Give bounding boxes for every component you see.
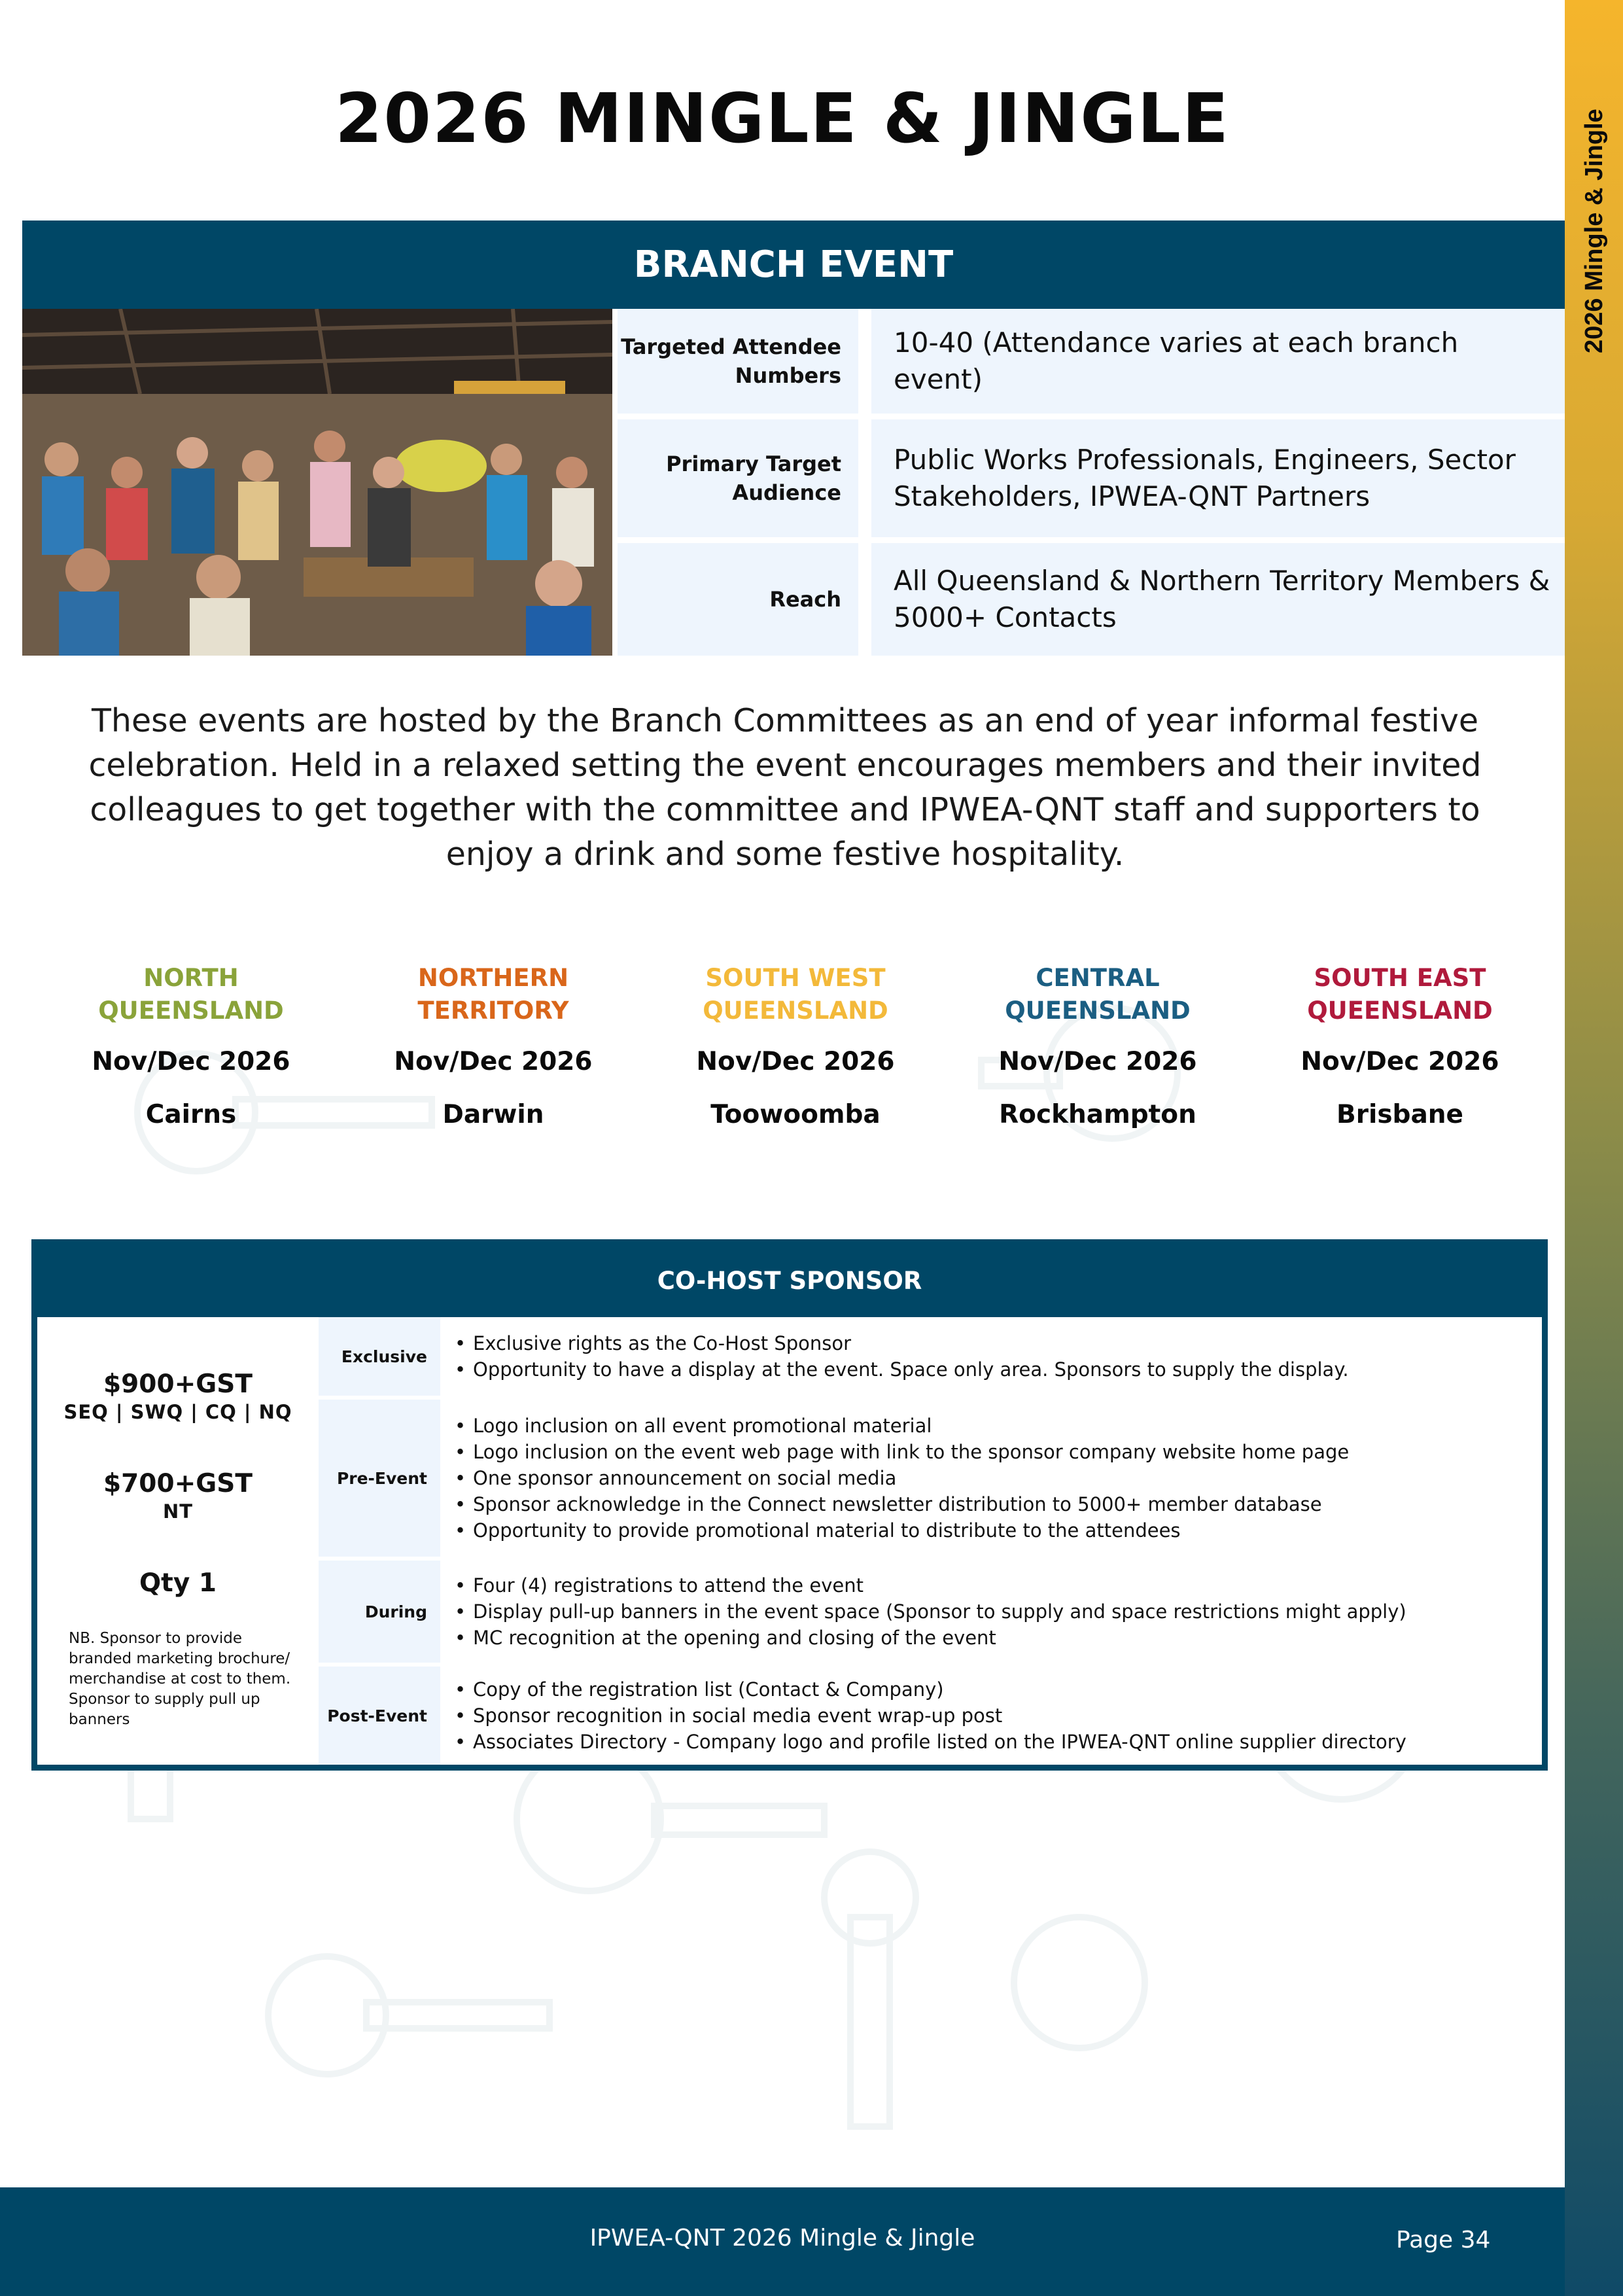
info-label: Reach — [618, 543, 858, 656]
benefit-item: • MC recognition at the opening and closing of the event — [453, 1625, 1535, 1651]
benefit-list — [453, 1561, 1535, 1663]
benefit-item: • Opportunity to provide promotional material to distribute to the attendees — [453, 1517, 1535, 1544]
intro-paragraph: These events are hosted by the Branch Committees as an end of year informal festive celebration. Held in a relaxed setting the event encourages members and their invited colleagues to get together with the committee and IPWEA-QNT staff and supporters to enjoy a drink and some festive hospitality. — [88, 702, 1482, 873]
benefit-label: During — [319, 1561, 440, 1663]
info-row-audience — [612, 419, 1565, 537]
region-south-west-queensland — [652, 962, 939, 1129]
co-host-sponsor-panel — [31, 1239, 1548, 1771]
side-tab — [1565, 0, 1623, 366]
benefit-list — [453, 1667, 1535, 1765]
region-south-east-queensland — [1256, 962, 1544, 1129]
benefit-list — [453, 1400, 1535, 1557]
region-city: Cairns — [145, 1100, 237, 1129]
region-city: Rockhampton — [999, 1100, 1196, 1129]
region-name: SOUTH EAST QUEENSLAND — [1307, 964, 1493, 1025]
region-city: Brisbane — [1336, 1100, 1463, 1129]
region-central-queensland — [954, 962, 1242, 1129]
benefit-item: • One sponsor announcement on social media — [453, 1465, 1535, 1491]
side-tab-label: 2026 Mingle & Jingle — [1580, 109, 1608, 353]
region-date: Nov/Dec 2026 — [92, 1047, 290, 1076]
price-primary-regions: SEQ | SWQ | CQ | NQ — [63, 1401, 292, 1423]
region-north-queensland — [47, 962, 335, 1129]
region-city: Darwin — [442, 1100, 544, 1129]
benefit-item: • Opportunity to have a display at the event. Space only area. Sponsors to supply the display. — [453, 1356, 1535, 1383]
region-name: NORTHERN TERRITORY — [417, 964, 569, 1025]
sponsor-pricing — [37, 1317, 319, 1765]
benefit-item: • Associates Directory - Company logo and profile listed on the IPWEA-QNT online supplier directory — [453, 1729, 1535, 1755]
region-date: Nov/Dec 2026 — [696, 1047, 895, 1076]
region-name: CENTRAL QUEENSLAND — [1005, 964, 1191, 1025]
page-title: 2026 MINGLE & JINGLE — [335, 79, 1230, 158]
benefit-item: • Four (4) registrations to attend the event — [453, 1572, 1535, 1598]
benefit-label: Post-Event — [319, 1667, 440, 1765]
benefit-list — [453, 1317, 1535, 1396]
info-row-attendees — [612, 309, 1565, 414]
event-photo-illustration — [22, 309, 612, 656]
footer-title: IPWEA-QNT 2026 Mingle & Jingle — [589, 2225, 975, 2252]
info-label: Targeted Attendee Numbers — [618, 309, 858, 414]
info-value: 10-40 (Attendance varies at each branch event) — [871, 309, 1565, 414]
region-name: SOUTH WEST QUEENSLAND — [703, 964, 888, 1025]
benefit-item: • Logo inclusion on all event promotional material — [453, 1413, 1535, 1439]
benefit-item: • Sponsor acknowledge in the Connect newsletter distribution to 5000+ member database — [453, 1491, 1535, 1517]
info-value: Public Works Professionals, Engineers, Sector Stakeholders, IPWEA-QNT Partners — [871, 419, 1565, 537]
sponsor-quantity: Qty 1 — [139, 1568, 217, 1598]
benefit-row-exclusive — [319, 1317, 1542, 1396]
benefit-row-pre-event — [319, 1400, 1542, 1557]
benefit-item: • Copy of the registration list (Contact & Company) — [453, 1676, 1535, 1703]
sponsor-header: CO-HOST SPONSOR — [37, 1245, 1542, 1317]
region-northern-territory — [349, 962, 637, 1129]
price-primary: $900+GST — [103, 1369, 253, 1399]
region-date: Nov/Dec 2026 — [1300, 1047, 1499, 1076]
region-city: Toowoomba — [710, 1100, 881, 1129]
benefit-item: • Exclusive rights as the Co-Host Sponsor — [453, 1330, 1535, 1356]
sponsor-note: NB. Sponsor to provide branded marketing brochure/ merchandise at cost to them. Sponsor to supply pull up banners — [69, 1630, 291, 1728]
page-number: Page 34 — [1396, 2227, 1491, 2253]
event-photo — [22, 309, 612, 656]
benefit-item: • Sponsor recognition in social media event wrap-up post — [453, 1703, 1535, 1729]
benefit-label: Pre-Event — [319, 1400, 440, 1557]
benefit-item: • Display pull-up banners in the event space (Sponsor to supply and space restrictions might apply) — [453, 1598, 1535, 1625]
benefit-row-post-event — [319, 1667, 1542, 1765]
section-header: BRANCH EVENT — [22, 221, 1565, 309]
region-date: Nov/Dec 2026 — [998, 1047, 1197, 1076]
benefit-item: • Logo inclusion on the event web page with link to the sponsor company website home page — [453, 1439, 1535, 1465]
benefit-row-during — [319, 1561, 1542, 1663]
price-secondary: $700+GST — [103, 1469, 253, 1498]
info-value: All Queensland & Northern Territory Members & 5000+ Contacts — [871, 543, 1565, 656]
price-secondary-regions: NT — [162, 1500, 194, 1523]
region-date: Nov/Dec 2026 — [394, 1047, 593, 1076]
info-row-reach — [612, 543, 1565, 656]
benefit-label: Exclusive — [319, 1317, 440, 1396]
region-name: NORTH QUEENSLAND — [98, 964, 284, 1025]
info-label: Primary Target Audience — [618, 419, 858, 537]
